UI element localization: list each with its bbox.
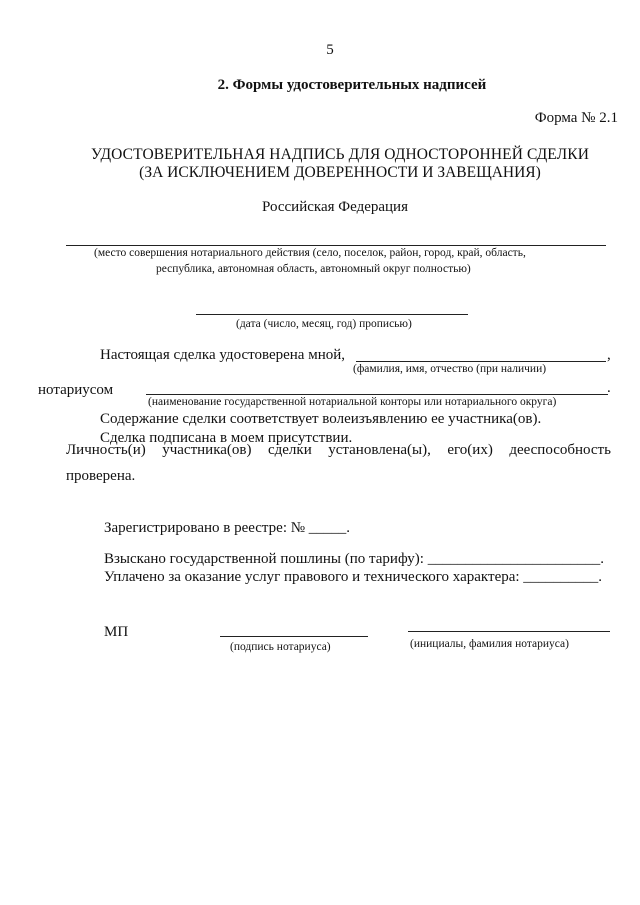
identity-word: участника(ов) [162,442,252,458]
name-caption: (фамилия, имя, отчество (при наличии) [353,363,547,375]
identity-statement-line-1 [66,442,611,459]
identity-word: установлена(ы), [328,442,431,458]
initials-caption: (инициалы, фамилия нотариуса) [410,638,569,650]
place-blank-line [66,245,606,246]
period-mark: . [607,380,611,396]
notary-office-blank-line [146,394,608,395]
notary-label: нотариусом [38,382,114,398]
identity-word: сделки [267,442,312,458]
date-caption: (дата (число, месяц, год) прописью) [236,318,412,330]
notary-name-blank-line [356,361,606,362]
identity-word: его(их) [447,442,493,458]
duty-entry: Взыскано государственной пошлины (по тарифу): _______________________. [104,551,604,567]
fees-entry: Уплачено за оказание услуг правового и технического характера: __________. [104,569,603,585]
date-blank-line [196,314,468,315]
stamp-mark-label: МП [104,624,129,640]
document-title-line-1: УДОСТОВЕРИТЕЛЬНАЯ НАДПИСЬ ДЛЯ ОДНОСТОРОННЕЙ СДЕЛКИ [90,146,590,163]
certified-by-text: Настоящая сделка удостоверена мной, [100,347,345,363]
signature-blank-line [220,636,368,637]
registry-entry: Зарегистрировано в реестре: № _____. [104,520,351,536]
identity-word: Личность(и) [66,442,146,458]
signed-statement: Сделка подписана в моем присутствии. [100,430,353,446]
identity-word: дееспособность [509,442,611,458]
content-statement: Содержание сделки соответствует волеизъявлению ее участника(ов). [100,411,542,427]
document-title-line-2: (ЗА ИСКЛЮЧЕНИЕМ ДОВЕРЕННОСТИ И ЗАВЕЩАНИЯ) [139,164,541,181]
country-name: Российская Федерация [262,199,408,215]
initials-blank-line [408,631,610,632]
place-caption-line-1: (место совершения нотариального действия (село, поселок, район, город, край, область, [94,247,526,259]
office-caption: (наименование государственной нотариальной конторы или нотариального округа) [148,396,557,408]
signature-caption: (подпись нотариуса) [230,641,331,653]
page-number: 5 [326,42,334,58]
place-caption-line-2: республика, автономная область, автономный округ полностью) [156,263,471,275]
form-number: Форма № 2.1 [534,110,618,126]
identity-statement-line-2: проверена. [66,468,136,484]
comma-mark: , [607,347,611,363]
section-title: 2. Формы удостоверительных надписей [217,77,487,93]
